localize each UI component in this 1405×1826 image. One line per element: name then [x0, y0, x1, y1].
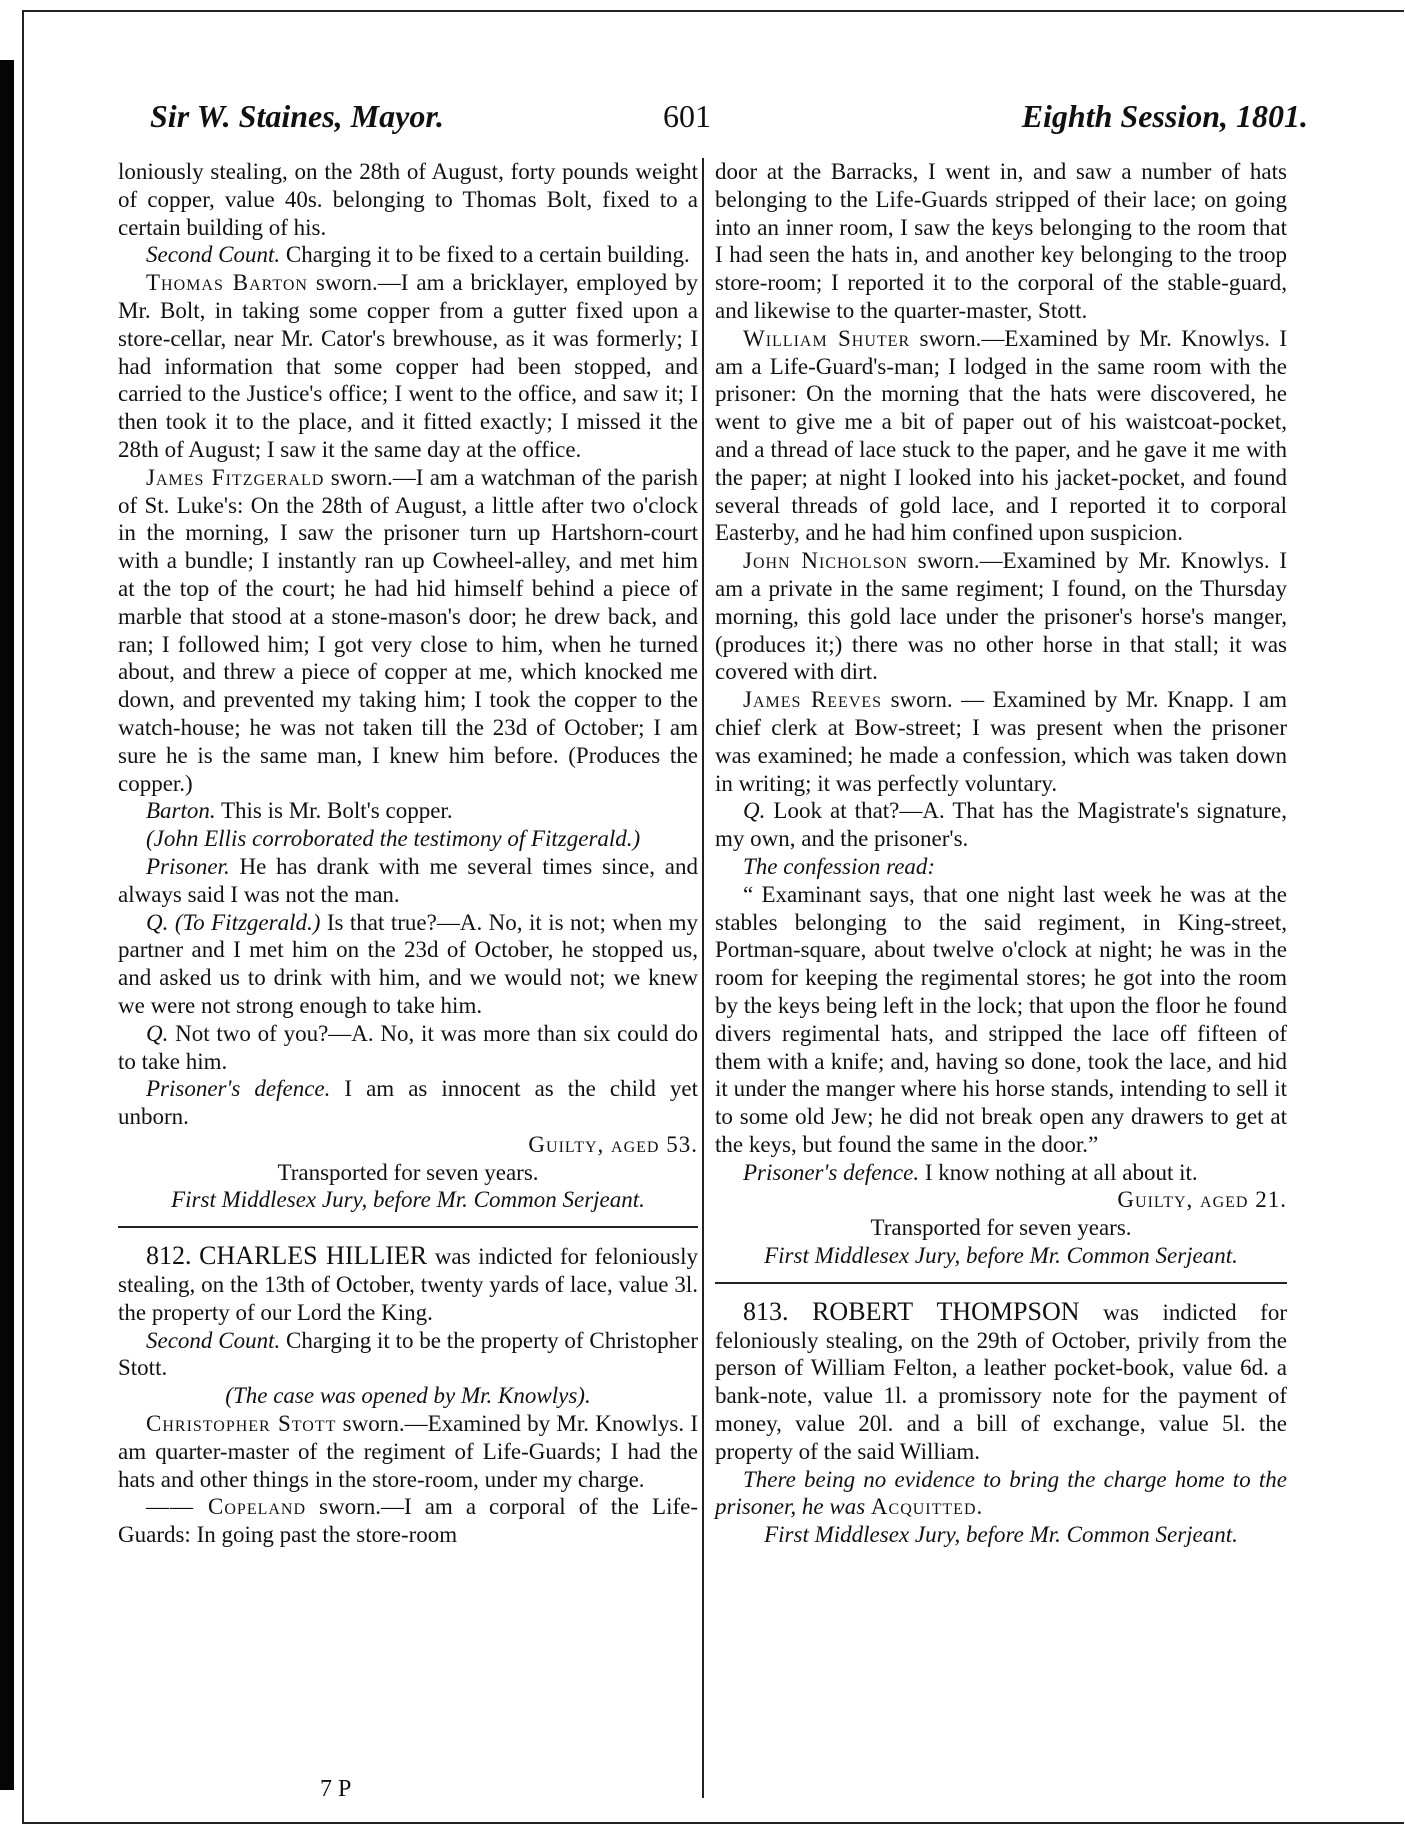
testimony: John Nicholson sworn.—Examined by Mr. Knowlys. I am a private in the same regiment; I found, on the Thursday morning, this gold lace under the prisoner's horse's manger, (produces it;) there was no other horse in that stall; it was covered with dirt. [715, 548, 1287, 685]
testimony: William Shuter sworn.—Examined by Mr. Knowlys. I am a Life-Guard's-man; I lodged in the same room with the prisoner: On the morning that the hats were discovered, he went to give me a bit of paper out of his waistcoat-pocket, and a thread of lace stuck to the paper, and he gave it me with the paper; at night I looked into his jacket-pocket, and found several threads of gold lace, and I reported it to corporal Easterby, and he had him confined upon suspicion. [715, 325, 1288, 546]
case-divider [118, 1226, 698, 1228]
paragraph: Q. (To Fitzgerald.) Is that true?—A. No, it is not; when my partner and I met him on the 23d of October, he stopped us, and asked us to drink with him, and we would not; we knew we were not strong enough to take him. [118, 909, 698, 1018]
header-session: Eighth Session, 1801. [1021, 98, 1308, 134]
testimony: Thomas Barton sworn.—I am a bricklayer, employed by Mr. Bolt, in taking some copper from a gutter fixed upon a store-cellar, near Mr. Cator's brewhouse, as it was formerly; I had information that some copper had been stopped, and carried to the Justice's office; I went to the office, and saw it; I then took it to the place, and it fitted exactly; I missed it the 28th of August; I saw it the same day at the office. [118, 270, 698, 462]
paragraph: There being no evidence to bring the charge home to the prisoner, he was Acquitted. [715, 1466, 1287, 1520]
sentence: Transported for seven years. [277, 1159, 539, 1185]
scan-edge [0, 60, 14, 1790]
testimony: Christopher Stott sworn.—Examined by Mr. Knowlys. I am quarter-master of the regiment of Life-Guards; I had the hats and other things in the store-room, under my charge. [118, 1411, 699, 1492]
paragraph: door at the Barracks, I went in, and saw a number of hats belonging to the Life-Guards stripped of their lace; on going into an inner room, I saw the keys belonging to the room that I had seen the hats in, and another key belonging to the troop store-room; I reported it to the corporal of the stable-guard, and likewise to the quarter-master, Stott. [715, 159, 1287, 323]
confession: “ Examinant says, that one night last week he was at the stables belonging to the said regiment, in King-street, Portman-square, about twelve o'clock at night; he was in the room for keeping the regimental stores; he got into the room by the keys being left in the lock; that upon the floor he found divers regimental hats, and stripped the lace off fifteen of them with a knife; and, having so done, took the lace, and hid it under the manger where his horse stands, intending to sell it to some old Jew; he did not break open any drawers to get at the keys, but found the same in the door.” [715, 881, 1287, 1157]
paragraph: Prisoner's defence. I know nothing at all about it. [743, 1159, 1198, 1185]
paragraph: (John Ellis corroborated the testimony of Fitzgerald.) [146, 826, 641, 852]
sentence: Transported for seven years. [870, 1215, 1132, 1241]
jury-line: First Middlesex Jury, before Mr. Common Serjeant. [764, 1522, 1238, 1548]
verdict: Guilty, aged 21. [1117, 1187, 1287, 1213]
case-heading: 812. CHARLES HILLIER was indicted for feloniously stealing, on the 13th of October, twenty yards of lace, value 3l. the property of our Lord the King. [118, 1241, 698, 1325]
case-heading: 813. ROBERT THOMPSON was indicted for feloniously stealing, on the 29th of October, privily from the person of William Felton, a leather pocket-book, value 6d. a bank-note, value 1l. a promissory note for the payment of money, value 20l. and a bill of exchange, value 5l. the property of the said William. [715, 1296, 1287, 1464]
jury-line: First Middlesex Jury, before Mr. Common Serjeant. [171, 1187, 645, 1213]
paragraph: Q. Look at that?—A. That has the Magistrate's signature, my own, and the prisoner's. [715, 798, 1287, 852]
testimony: —— Copeland sworn.—I am a corporal of the Life-Guards: In going past the store-room [118, 1494, 698, 1548]
signature-mark: 7 P [320, 1776, 352, 1802]
column-divider [702, 158, 704, 1798]
running-header [88, 92, 1308, 152]
verdict: Guilty, aged 53. [528, 1131, 698, 1157]
paragraph: (The case was opened by Mr. Knowlys). [225, 1383, 591, 1409]
paragraph: Barton. This is Mr. Bolt's copper. [146, 798, 453, 824]
paragraph: loniously stealing, on the 28th of August, forty pounds weight of copper, value 40s. belonging to Thomas Bolt, fixed to a certain building of his. [118, 159, 698, 240]
paragraph: The confession read: [743, 853, 936, 879]
paragraph: Prisoner. He has drank with me several times since, and always said I was not the man. [118, 853, 698, 907]
paragraph: Second Count. Charging it to be the property of Christopher Stott. [118, 1327, 698, 1381]
testimony: James Reeves sworn. — Examined by Mr. Knapp. I am chief clerk at Bow-street; I was present when the prisoner was examined; he made a confession, which was taken down in writing; it was perfectly voluntary. [715, 687, 1287, 796]
page-number: 601 [663, 98, 711, 134]
paragraph: Second Count. Charging it to be fixed to a certain building. [146, 242, 690, 268]
testimony: James Fitzgerald sworn.—I am a watchman of the parish of St. Luke's: On the 28th of August, a little after two o'clock in the morning, I saw the prisoner turn up Hartshorn-court with a bundle; I instantly ran up Cowheel-alley, and met him at the top of the court; he had hid himself behind a piece of marble that stood at a stone-mason's door; he drew back, and ran; I followed him; I got very close to him, when he turned about, and threw a piece of copper at me, which knocked me down, and prevented my taking him; I took the copper to the watch-house; he was not taken till the 23d of October; I am sure he is the same man, I knew him before. (Produces the copper.) [118, 464, 698, 796]
paragraph: Q. Not two of you?—A. No, it was more than six could do to take him. [118, 1020, 698, 1074]
paragraph: Prisoner's defence. I am as innocent as the child yet unborn. [118, 1076, 699, 1130]
jury-line: First Middlesex Jury, before Mr. Common Serjeant. [764, 1243, 1238, 1269]
case-divider [715, 1282, 1287, 1284]
left-column [118, 158, 698, 1549]
right-column [715, 158, 1287, 1549]
header-mayor: Sir W. Staines, Mayor. [150, 98, 445, 134]
